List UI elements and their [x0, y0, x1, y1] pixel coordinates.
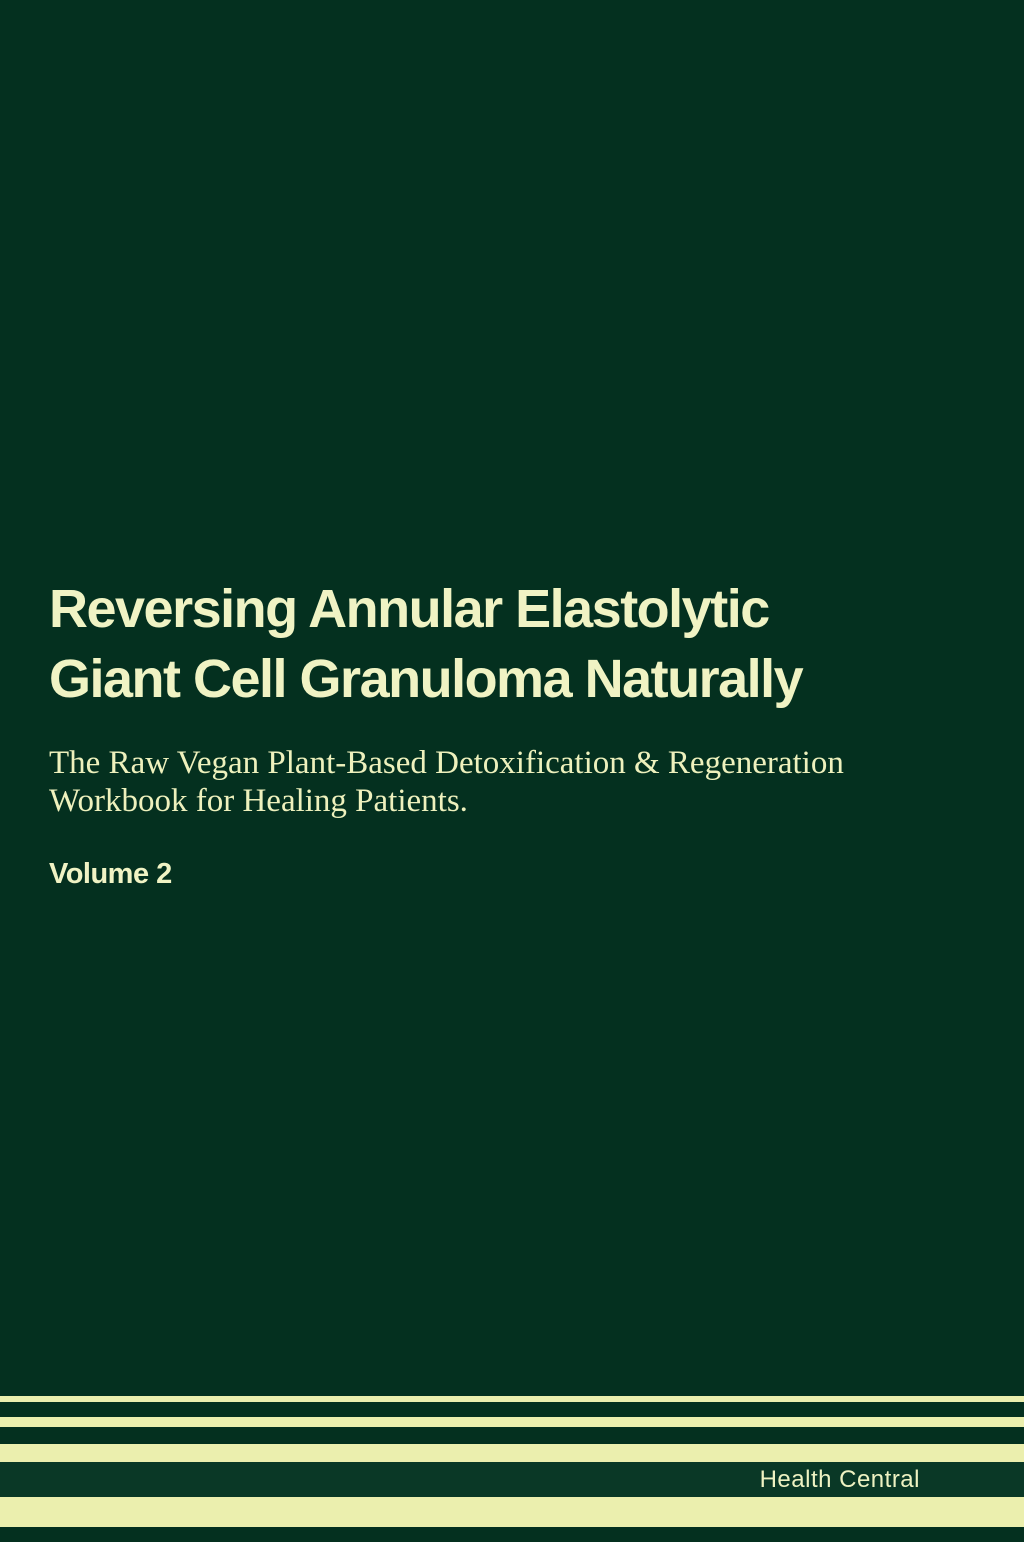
- footer-stripe-thin: [0, 1396, 1024, 1402]
- publisher-band: [0, 1462, 1024, 1497]
- title-line-2: Giant Cell Granuloma Naturally: [49, 649, 803, 709]
- footer-stripe-wide: [0, 1497, 1024, 1527]
- book-title: [49, 574, 994, 714]
- subtitle-line-2: Workbook for Healing Patients.: [49, 783, 468, 819]
- volume-label: Volume 2: [49, 858, 172, 890]
- title-line-1: Reversing Annular Elastolytic: [49, 579, 769, 639]
- publisher-name: Health Central: [759, 1465, 920, 1493]
- footer-stripe-thick: [0, 1444, 1024, 1462]
- subtitle-line-1: The Raw Vegan Plant-Based Detoxification & Regeneration: [49, 745, 844, 781]
- book-subtitle: [49, 744, 844, 820]
- footer-stripe-medium: [0, 1417, 1024, 1427]
- title-block: [49, 574, 994, 714]
